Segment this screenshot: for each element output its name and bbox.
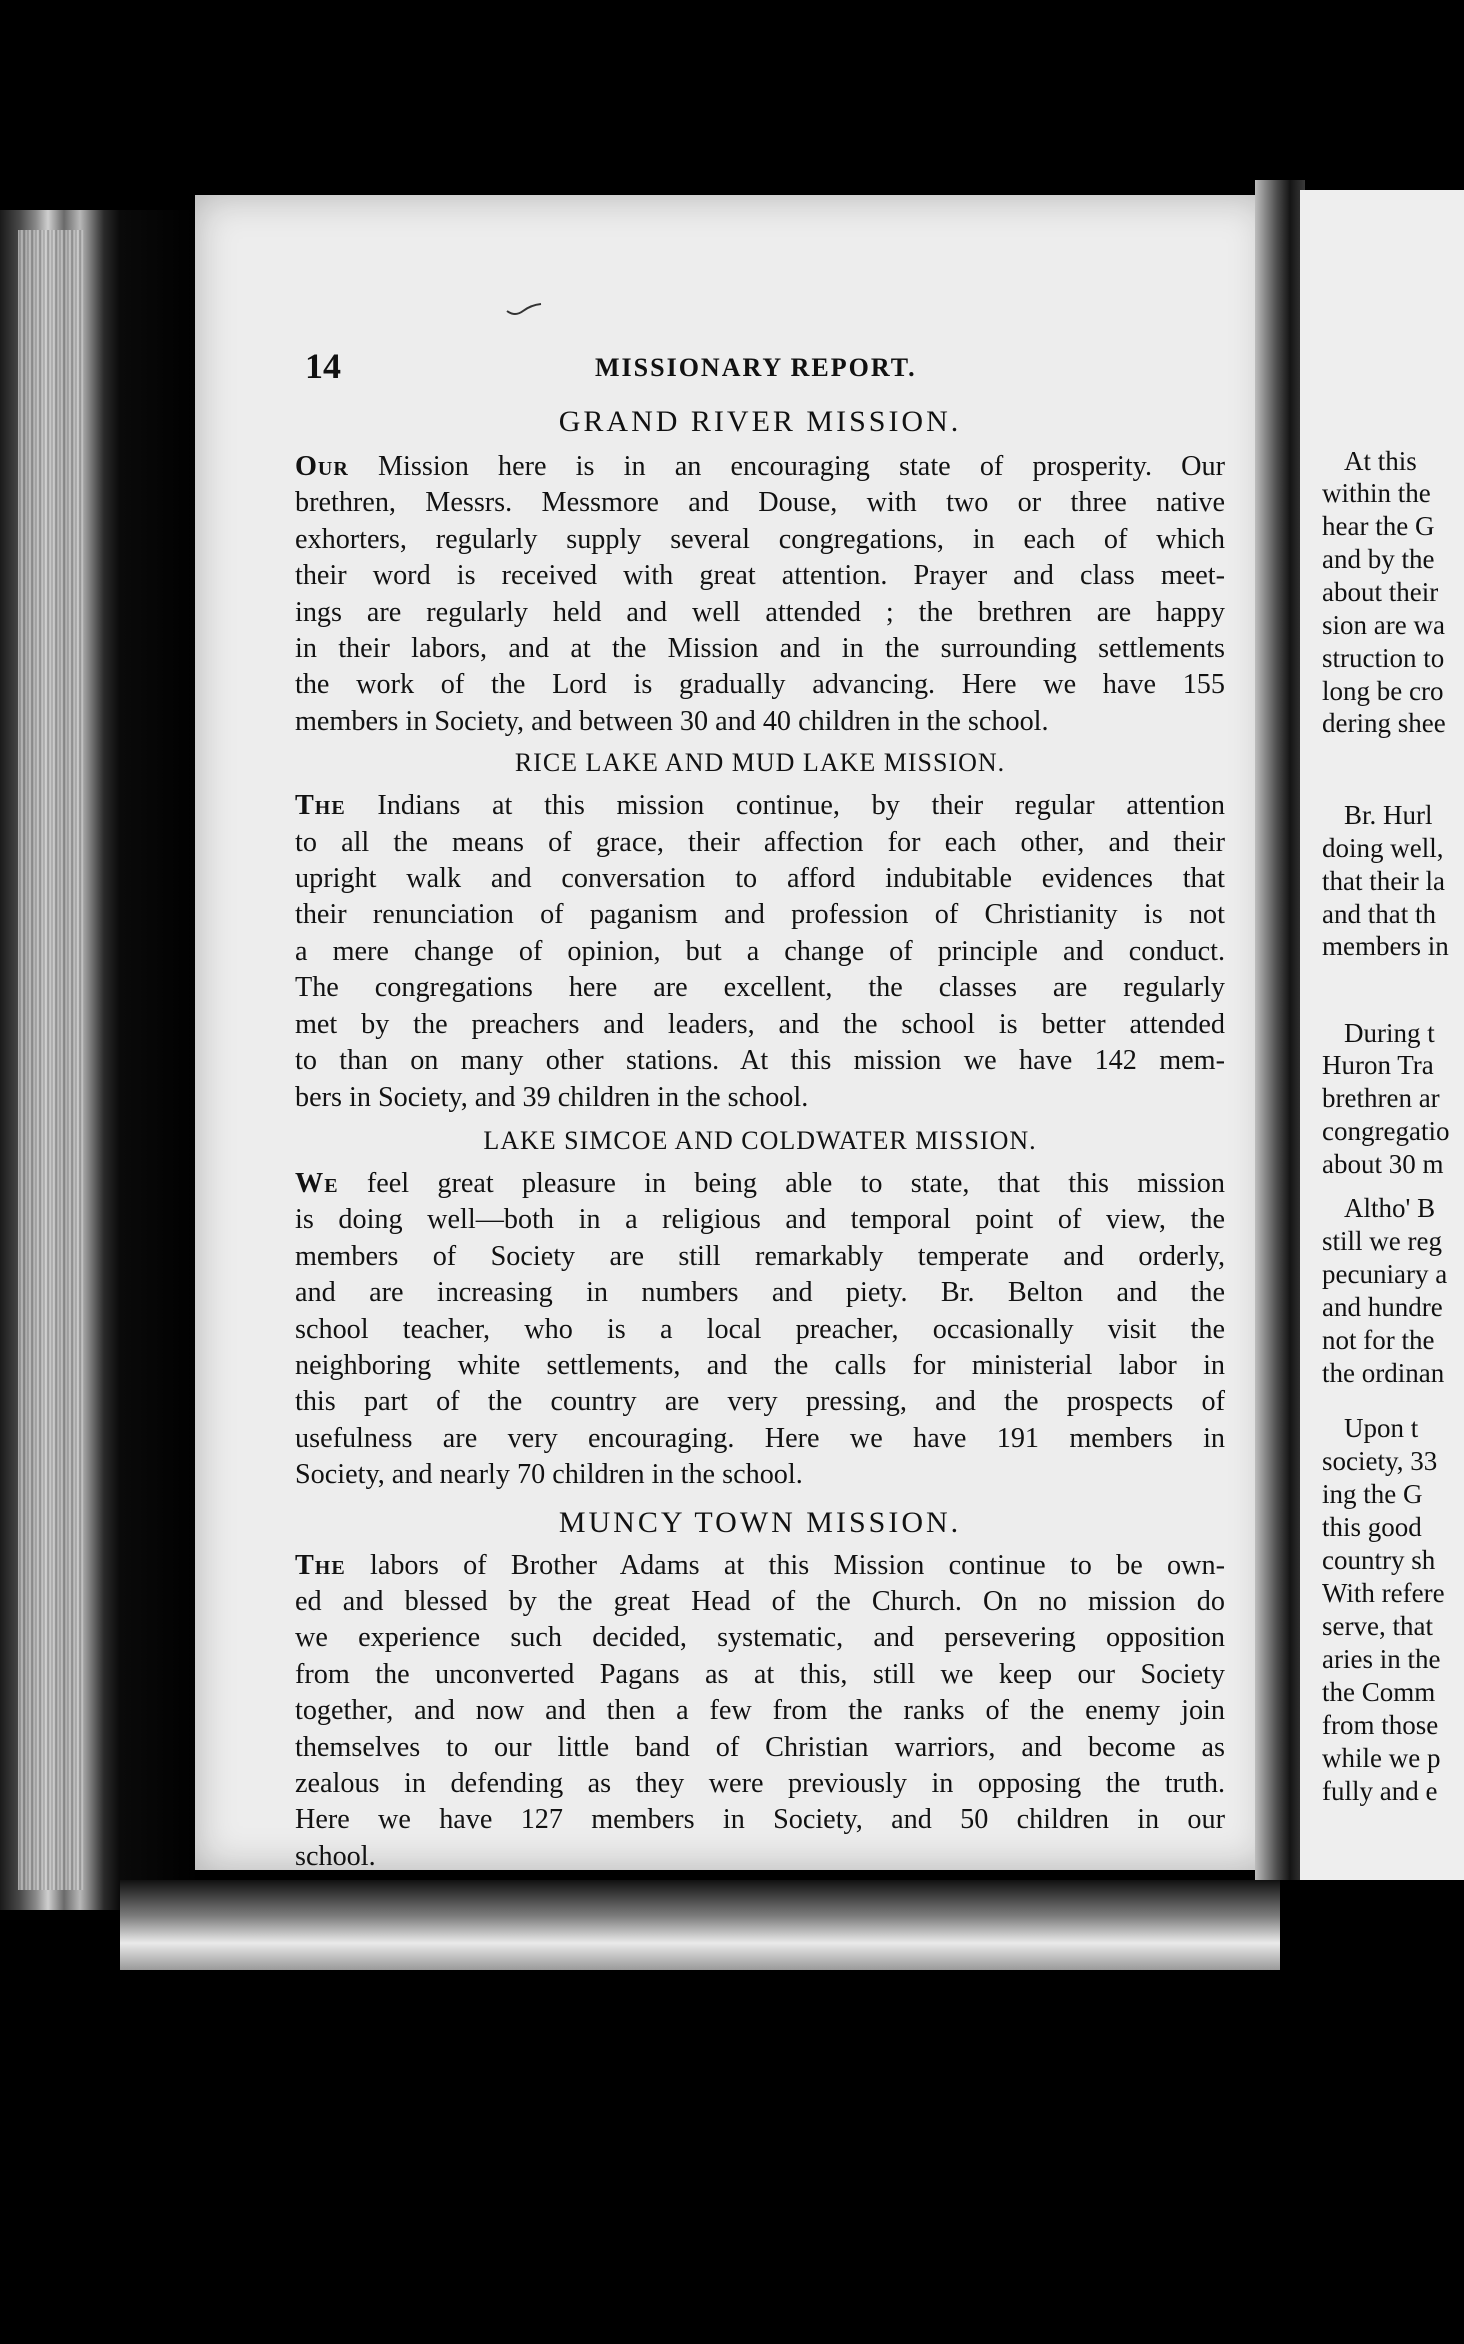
facing-page-line: Altho' B (1344, 1193, 1436, 1223)
paragraph-line: neighboring white settlements, and the calls for ministerial labor in (295, 1349, 1225, 1381)
facing-page-line: country sh (1322, 1545, 1436, 1575)
paragraph-line: in their labors, and at the Mission and in the surrounding settlements (295, 633, 1225, 665)
facing-page-line: members in (1322, 931, 1449, 961)
paragraph-line: ings are regularly held and well attended ; the brethren are happy (295, 596, 1225, 628)
paragraph-line: The congregations here are excellent, the classes are regularly (295, 972, 1225, 1004)
facing-page-line: With refere (1322, 1578, 1445, 1608)
paragraph-line: met by the preachers and leaders, and the school is better attended (295, 1008, 1225, 1040)
paragraph-line: is doing well—both in a religious and temporal point of view, the (295, 1204, 1225, 1236)
facing-page-line: struction to (1322, 643, 1445, 673)
section-heading: GRAND RIVER MISSION. (558, 405, 962, 438)
paragraph-line: Society, and nearly 70 children in the school. (295, 1459, 803, 1491)
ink-tick-mark (505, 303, 543, 317)
facing-page-line: and hundre (1322, 1292, 1443, 1322)
facing-page-line: and that th (1322, 899, 1436, 929)
section-heading: LAKE SIMCOE AND COLDWATER MISSION. (483, 1125, 1037, 1155)
paragraph-line: Our Mission here is in an encouraging state of prosperity. Our (295, 451, 1225, 482)
section-heading: RICE LAKE AND MUD LAKE MISSION. (514, 748, 1006, 778)
paragraph-line: bers in Society, and 39 children in the school. (295, 1081, 809, 1113)
facing-page-line: and by the (1322, 544, 1435, 574)
paragraph-line: their word is received with great attention. Prayer and class meet- (295, 560, 1225, 592)
running-head: MISSIONARY REPORT. (595, 353, 917, 382)
facing-page-line: At this (1344, 446, 1417, 476)
page-number: 14 (305, 346, 341, 386)
section-paragraph (295, 449, 1225, 740)
paragraph-line: school. (295, 1840, 376, 1872)
paragraph-line: brethren, Messrs. Messmore and Douse, with two or three native (295, 487, 1225, 519)
facing-page-line: ing the G (1322, 1479, 1423, 1509)
paragraph-line: a mere change of opinion, but a change of principle and conduct. (295, 935, 1225, 967)
paragraph-line: from the unconverted Pagans as at this, still we keep our Society (295, 1658, 1225, 1690)
facing-page-line: During t (1344, 1018, 1435, 1048)
facing-page-line: the Comm (1322, 1677, 1436, 1707)
paragraph-line: The Indians at this mission continue, by their regular attention (295, 790, 1225, 822)
paragraph-line: exhorters, regularly supply several congregations, in each of which (295, 523, 1225, 555)
facing-page-line: within the (1322, 478, 1431, 508)
lead-word: Our (295, 451, 349, 482)
book-left-edge (0, 210, 200, 1910)
paragraph-line: and are increasing in numbers and piety. Br. Belton and the (295, 1277, 1225, 1309)
page-fore-edge (18, 230, 84, 1890)
facing-page-line: still we reg (1322, 1226, 1442, 1256)
facing-page-line: pecuniary a (1322, 1259, 1448, 1289)
facing-page-line: sion are wa (1322, 610, 1445, 640)
page-body (295, 405, 1225, 1875)
paragraph-line: their renunciation of paganism and profession of Christianity is not (295, 899, 1225, 931)
paragraph-line: Here we have 127 members in Society, and 50 children in our (295, 1804, 1225, 1836)
facing-page-line: while we p (1322, 1743, 1441, 1773)
paragraph-line: members in Society, and between 30 and 40 children in the school. (295, 705, 1049, 737)
paragraph-line: this part of the country are very pressing, and the prospects of (295, 1386, 1225, 1418)
facing-page-line: Huron Tra (1322, 1050, 1434, 1080)
paragraph-line: The labors of Brother Adams at this Mission continue to be own- (295, 1549, 1225, 1581)
paragraph-line: members of Society are still remarkably temperate and orderly, (295, 1240, 1225, 1272)
book-gutter (1255, 180, 1305, 1880)
facing-page-line: dering shee (1322, 708, 1446, 738)
facing-page-line: hear the G (1322, 511, 1435, 541)
section-heading: MUNCY TOWN MISSION. (558, 1505, 962, 1539)
paragraph-line: upright walk and conversation to afford indubitable evidences that (295, 863, 1225, 895)
facing-page-line: not for the (1322, 1325, 1435, 1355)
paragraph-line: themselves to our little band of Christian warriors, and become as (295, 1731, 1225, 1763)
facing-page-line: from those (1322, 1710, 1439, 1740)
facing-page (1300, 190, 1464, 1880)
facing-page-line: serve, that (1322, 1611, 1433, 1641)
facing-page-line: aries in the (1322, 1644, 1441, 1674)
facing-page-line: doing well, (1322, 833, 1444, 863)
paragraph-line: ed and blessed by the great Head of the Church. On no mission do (295, 1585, 1225, 1617)
facing-page-line: Upon t (1344, 1413, 1419, 1443)
facing-page-line: brethren ar (1322, 1083, 1440, 1113)
facing-page-line: the ordinan (1322, 1358, 1445, 1388)
paragraph-line: usefulness are very encouraging. Here we have 191 members in (295, 1422, 1225, 1454)
page-header (305, 345, 1205, 385)
facing-page-line: this good (1322, 1512, 1422, 1542)
section-paragraph (295, 1548, 1225, 1876)
paragraph-line: the work of the Lord is gradually advancing. Here we have 155 (295, 669, 1225, 701)
facing-page-line: fully and e (1322, 1776, 1438, 1806)
lead-word: The (295, 1549, 346, 1581)
section-paragraph (295, 788, 1225, 1116)
facing-page-line: that their la (1322, 866, 1445, 896)
facing-page-line: about their (1322, 577, 1439, 607)
scanned-page (195, 195, 1270, 1870)
facing-page-line: society, 33 (1322, 1446, 1438, 1476)
lead-word: We (295, 1167, 339, 1199)
paragraph-line: to than on many other stations. At this mission we have 142 mem- (295, 1045, 1225, 1077)
facing-page-line: long be cro (1322, 676, 1444, 706)
paragraph-line: together, and now and then a few from the ranks of the enemy join (295, 1695, 1225, 1727)
paragraph-line: to all the means of grace, their affection for each other, and their (295, 826, 1225, 858)
paragraph-line: we experience such decided, systematic, and persevering opposition (295, 1622, 1225, 1654)
paragraph-line: We feel great pleasure in being able to state, that this mission (295, 1167, 1225, 1199)
facing-page-line: about 30 m (1322, 1149, 1444, 1179)
section-paragraph (295, 1166, 1225, 1494)
paragraph-line: school teacher, who is a local preacher, occasionally visit the (295, 1313, 1225, 1345)
facing-page-line: Br. Hurl (1344, 800, 1433, 830)
facing-page-line: congregatio (1322, 1116, 1450, 1146)
paragraph-line: zealous in defending as they were previously in opposing the truth. (295, 1768, 1225, 1799)
book-bottom-edge (120, 1880, 1280, 1970)
lead-word: The (295, 790, 346, 822)
